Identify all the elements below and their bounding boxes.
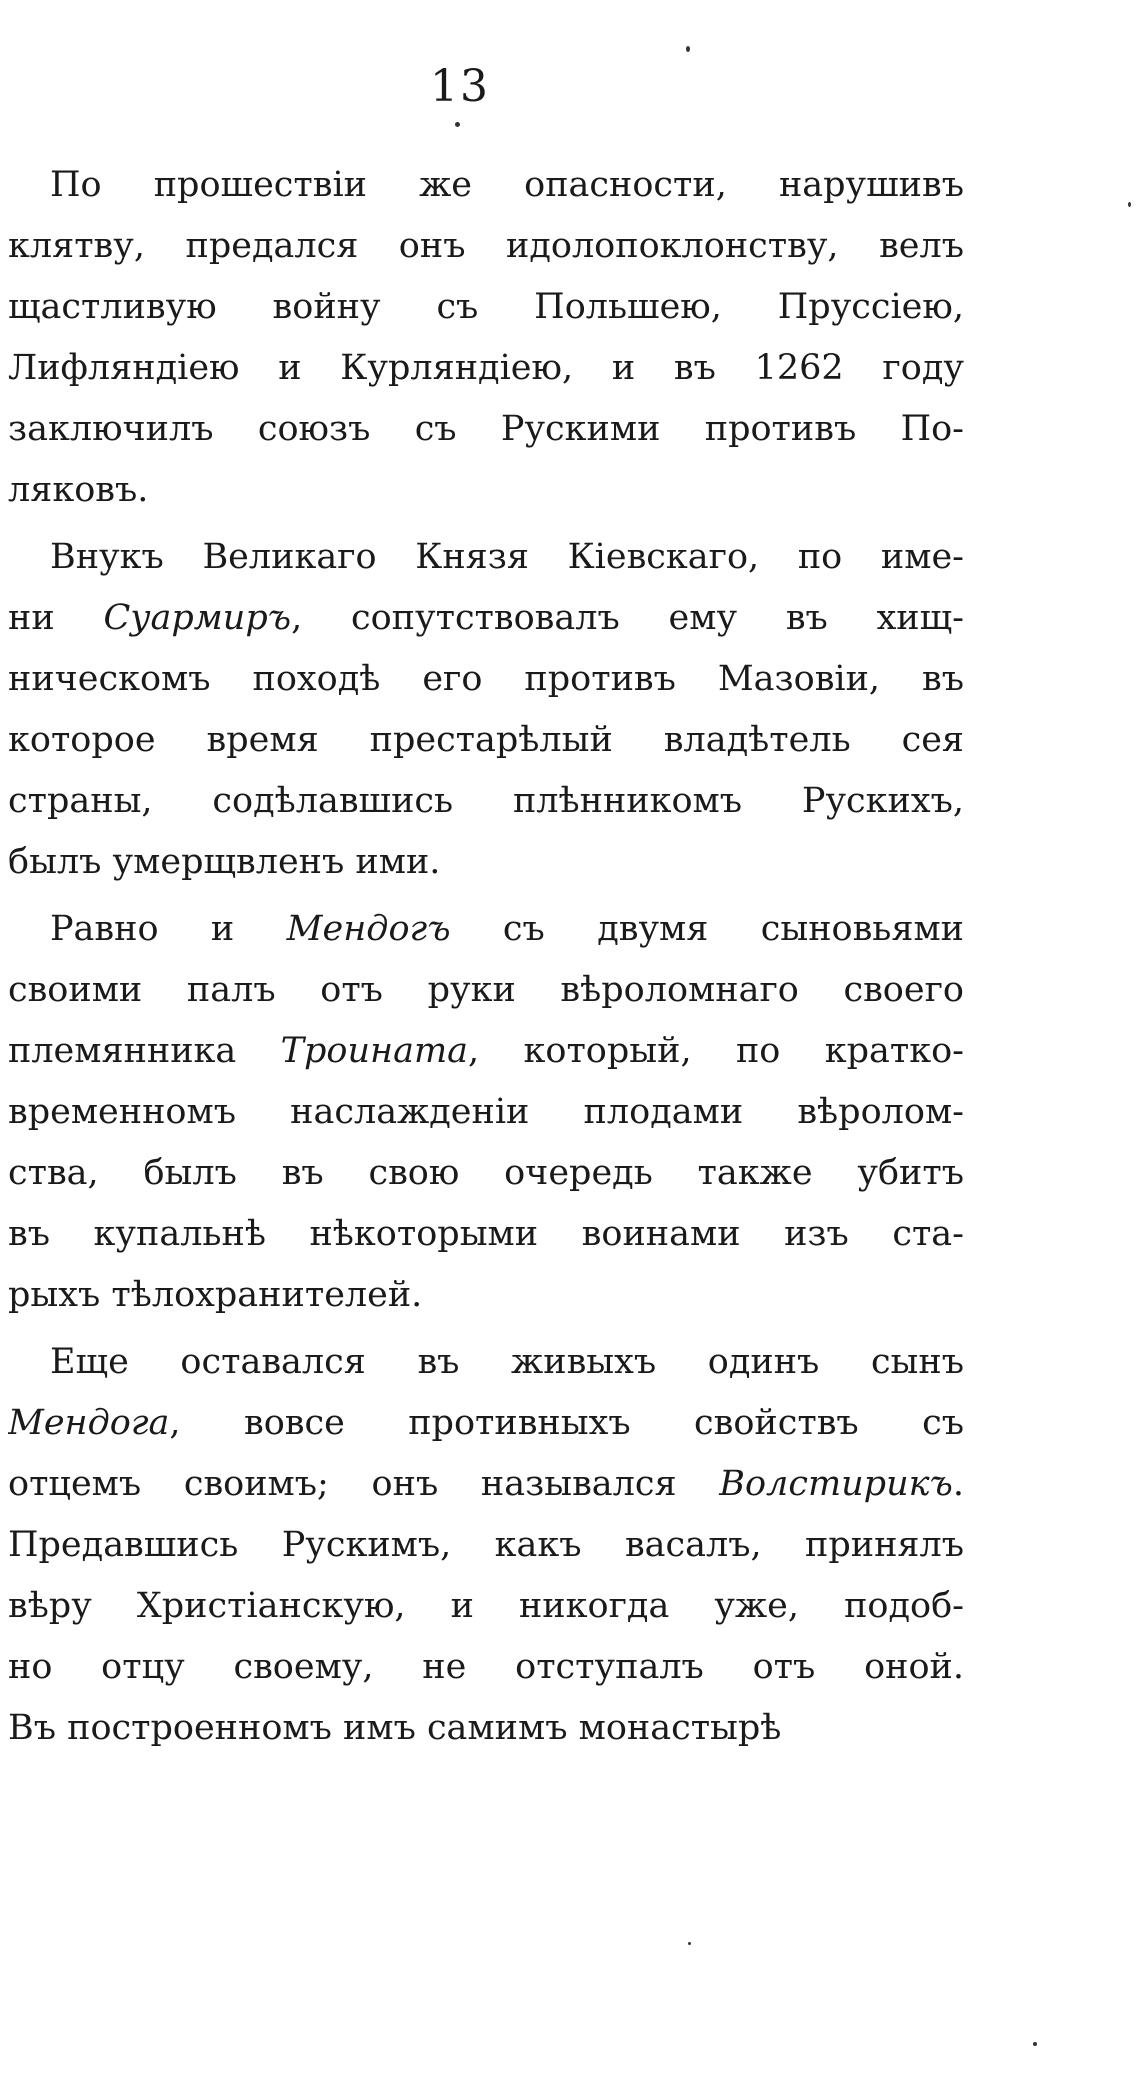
- text-line: [8, 960, 964, 1021]
- text-segment: въ купальнѣ нѣкоторыми воинами изъ ста-: [8, 1214, 964, 1254]
- text-segment: Еще оставался въ живыхъ одинъ сынъ: [50, 1342, 964, 1382]
- text-line: [8, 460, 964, 521]
- text-segment: щастливую войну съ Польшею, Пруссіею,: [8, 287, 964, 327]
- text-segment: племянника: [8, 1031, 281, 1071]
- text-segment: которое время престарѣлый владѣтель сея: [8, 720, 964, 760]
- paragraph: [8, 1332, 964, 1759]
- text-segment: ства, былъ въ свою очередь также убитъ: [8, 1153, 964, 1193]
- body-text: [8, 155, 964, 1759]
- text-line: [8, 399, 964, 460]
- text-segment: , вовсе противныхъ свойствъ съ: [169, 1403, 964, 1443]
- text-segment: но отцу своему, не отступалъ отъ оной.: [8, 1647, 964, 1687]
- text-line: [8, 277, 964, 338]
- italic-name: Троината: [280, 1031, 469, 1071]
- page-number: 13: [430, 61, 490, 112]
- text-segment: По прошествіи же опасности, нарушивъ: [50, 165, 964, 205]
- text-line: [8, 1454, 964, 1515]
- text-line: [8, 1515, 964, 1576]
- text-line: [8, 338, 964, 399]
- text-segment: , сопутствовалъ ему въ хищ-: [291, 598, 964, 638]
- text-segment: ни: [8, 598, 104, 638]
- text-segment: Предавшись Рускимъ, какъ васалъ, принялъ: [8, 1525, 964, 1565]
- text-line: [8, 155, 964, 216]
- text-segment: ляковъ.: [8, 470, 149, 510]
- text-segment: Въ построенномъ имъ самимъ монастырѣ: [8, 1708, 782, 1748]
- text-line: [8, 1021, 964, 1082]
- print-speck: [688, 1942, 691, 1945]
- print-speck: [1033, 2042, 1037, 2046]
- text-line: [8, 832, 964, 893]
- text-segment: клятву, предался онъ идолопоклонству, велъ: [8, 226, 964, 266]
- text-segment: страны, содѣлавшись плѣнникомъ Рускихъ,: [8, 781, 964, 821]
- print-speck: [1128, 202, 1131, 207]
- text-segment: .: [952, 1464, 964, 1504]
- text-segment: съ двумя сыновьями: [450, 909, 964, 949]
- text-line: [8, 216, 964, 277]
- text-segment: вѣру Христіанскую, и никогда уже, подоб-: [8, 1586, 964, 1626]
- text-segment: , который, по кратко-: [468, 1031, 964, 1071]
- italic-name: Мендогъ: [286, 909, 451, 949]
- text-segment: отцемъ своимъ; онъ назывался: [8, 1464, 720, 1504]
- text-segment: временномъ наслажденіи плодами вѣролом-: [8, 1092, 964, 1132]
- text-line: [8, 1393, 964, 1454]
- text-segment: рыхъ тѣлохранителей.: [8, 1275, 423, 1315]
- text-segment: заключилъ союзъ съ Рускими противъ По-: [8, 409, 964, 449]
- text-line: [8, 771, 964, 832]
- text-line: [8, 1265, 964, 1326]
- print-speck: [686, 46, 690, 52]
- text-segment: былъ умерщвленъ ими.: [8, 842, 441, 882]
- text-line: [8, 1698, 964, 1759]
- text-line: [8, 899, 964, 960]
- text-line: [8, 1576, 964, 1637]
- text-line: [8, 1204, 964, 1265]
- print-speck: [455, 122, 460, 127]
- text-line: [8, 1082, 964, 1143]
- text-line: [8, 710, 964, 771]
- paragraph: [8, 899, 964, 1326]
- text-line: [8, 588, 964, 649]
- text-line: [8, 527, 964, 588]
- italic-name: Волстирикъ: [719, 1464, 953, 1504]
- paragraph: [8, 155, 964, 521]
- text-segment: своими палъ отъ руки вѣроломнаго своего: [8, 970, 964, 1010]
- text-segment: Внукъ Великаго Князя Кіевскаго, по име-: [50, 537, 964, 577]
- text-line: [8, 1637, 964, 1698]
- text-segment: Равно и: [50, 909, 287, 949]
- text-line: [8, 1332, 964, 1393]
- text-segment: ническомъ походѣ его противъ Мазовіи, въ: [8, 659, 964, 699]
- text-segment: Лифляндіею и Курляндіею, и въ 1262 году: [8, 348, 964, 388]
- italic-name: Мендога: [8, 1403, 170, 1443]
- text-line: [8, 1143, 964, 1204]
- paragraph: [8, 527, 964, 893]
- italic-name: Суармиръ: [103, 598, 292, 638]
- text-line: [8, 649, 964, 710]
